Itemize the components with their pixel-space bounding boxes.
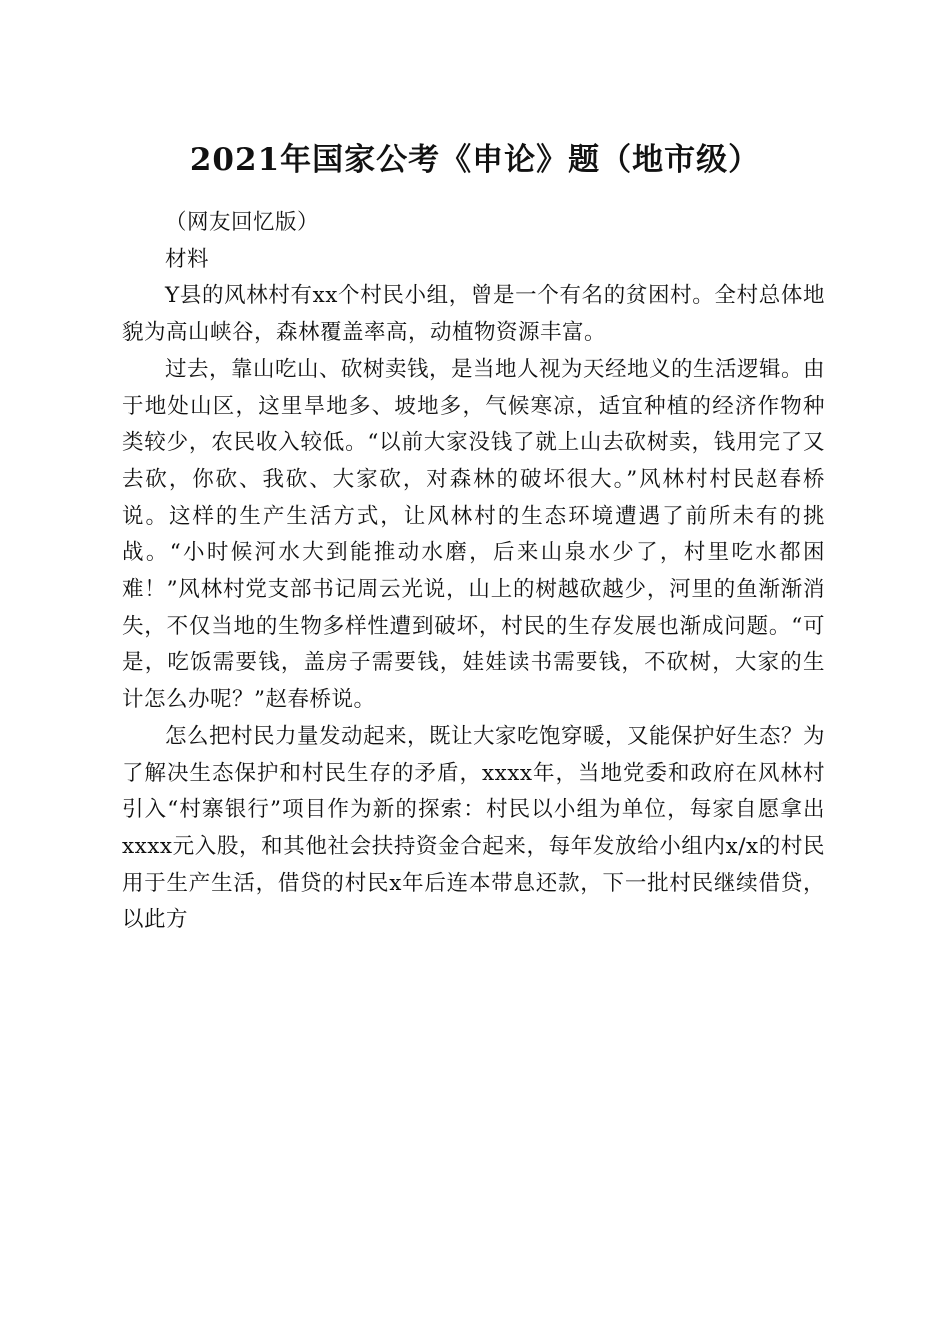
document-title: 2021年国家公考《申论》题（地市级） [189,142,761,178]
paragraph-3: 怎么把村民力量发动起来，既让大家吃饱穿暖，又能保护好生态？为了解决生态保护和村民生存的矛盾，xxxx年，当地党委和政府在风林村引入“村寨银行”项目作为新的探索：村民以小组为单位，每家自愿拿出xxxx元入股，和其他社会扶持资金合起来，每年发放给小组内x/x的村民用于生产生活，借贷的村民x年后连本带息还款，下一批村民继续借贷，以此方 [122,723,826,933]
paragraph-1: Y县的风林村有xx个村民小组，曾是一个有名的贫困村。全村总体地貌为高山峡谷，森林覆盖率高，动植物资源丰富。 [122,283,825,346]
subtitle-text: （网友回忆版） [165,210,320,235]
section-label: 材料 [165,246,210,272]
paragraph-2: 过去，靠山吃山、砍树卖钱，是当地人视为天经地义的生活逻辑。由于地处山区，这里旱地多、坡地多，气候寒凉，适宜种植的经济作物种类较少，农民收入较低。“以前大家没钱了就上山去砍树卖，钱用完了又去砍，你砍、我砍、大家砍，对森林的破坏很大。”风林村村民赵春桥说。这样的生产生活方式，让风林村的生态环境遭遇了前所未有的挑战。“小时候河水大到能推动水磨，后来山泉水少了，村里吃水都困难！”风林村党支部书记周云光说，山上的树越砍越少，河里的鱼渐渐消失，不仅当地的生物多样性遭到破坏，村民的生存发展也渐成问题。“可是，吃饭需要钱，盖房子需要钱，娃娃读书需要钱，不砍树，大家的生计怎么办呢？”赵春桥说。 [122,356,826,713]
document-body [122,205,825,939]
